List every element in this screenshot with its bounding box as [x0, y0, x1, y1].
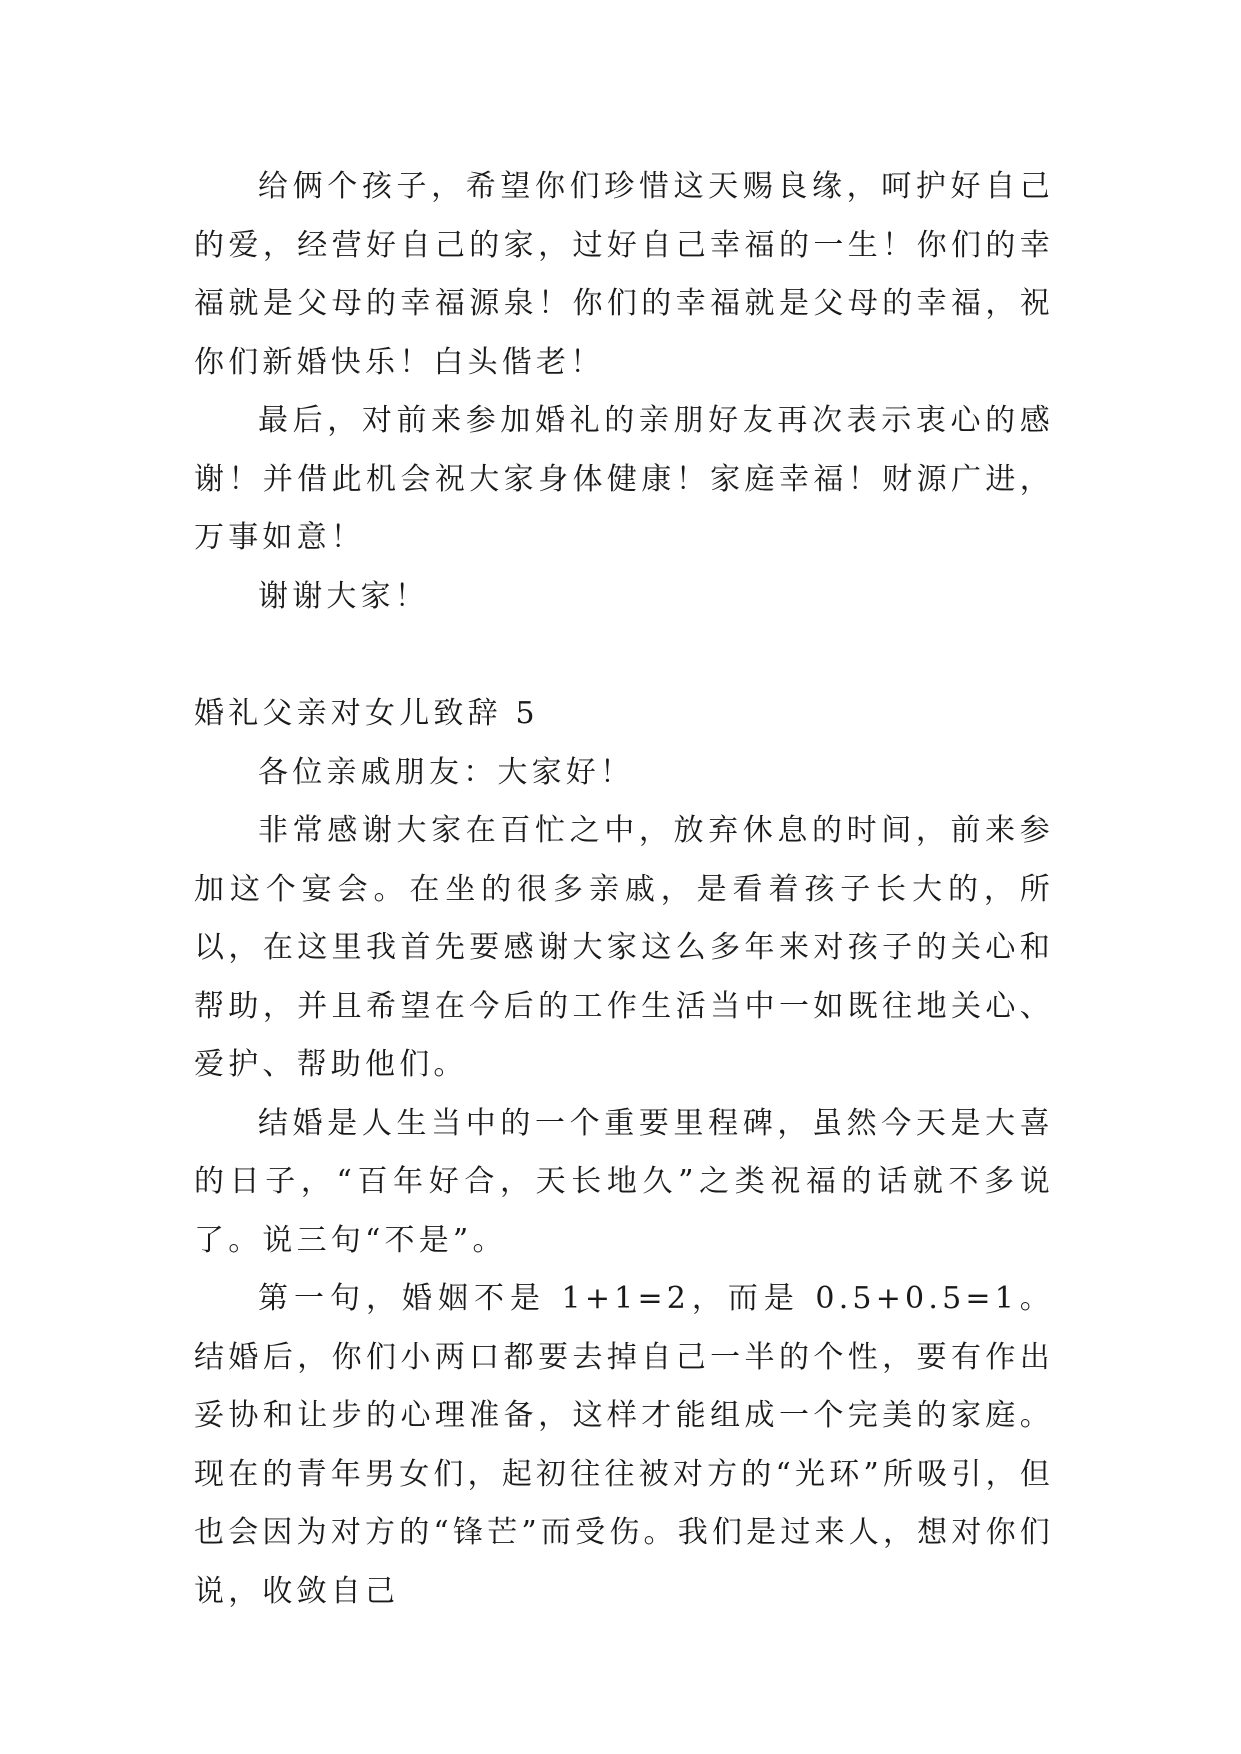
document-page [194, 158, 1054, 1621]
paragraph: 最后，对前来参加婚礼的亲朋好友再次表示衷心的感谢！并借此机会祝大家身体健康！家庭幸福！财源广进，万事如意！ [194, 403, 1054, 555]
paragraph: 给俩个孩子，希望你们珍惜这天赐良缘，呵护好自己的爱，经营好自己的家，过好自己幸福的一生！你们的幸福就是父母的幸福源泉！你们的幸福就是父母的幸福，祝你们新婚快乐！白头偕老！ [194, 169, 1054, 380]
section-title: 婚礼父亲对女儿致辞 5 [194, 696, 539, 731]
paragraph: 第一句，婚姻不是 1+1=2，而是 0.5+0.5=1。结婚后，你们小两口都要去掉自己一半的个性，要有作出妥协和让步的心理准备，这样才能组成一个完美的家庭。现在的青年男女们，起初往往被对方的“光环”所吸引，但也会因为对方的“锋芒”而受伤。我们是过来人，想对你们说，收敛自己 [194, 1281, 1054, 1609]
section-spacer [194, 626, 1054, 685]
paragraph: 结婚是人生当中的一个重要里程碑，虽然今天是大喜的日子，“百年好合，天长地久”之类祝福的话就不多说了。说三句“不是”。 [194, 1105, 1054, 1258]
paragraph: 谢谢大家！ [258, 578, 429, 614]
paragraph: 各位亲戚朋友：大家好！ [258, 754, 635, 790]
paragraph: 非常感谢大家在百忙之中，放弃休息的时间，前来参加这个宴会。在坐的很多亲戚，是看着孩子长大的，所以，在这里我首先要感谢大家这么多年来对孩子的关心和帮助，并且希望在今后的工作生活当中一如既往地关心、爱护、帮助他们。 [194, 813, 1054, 1082]
